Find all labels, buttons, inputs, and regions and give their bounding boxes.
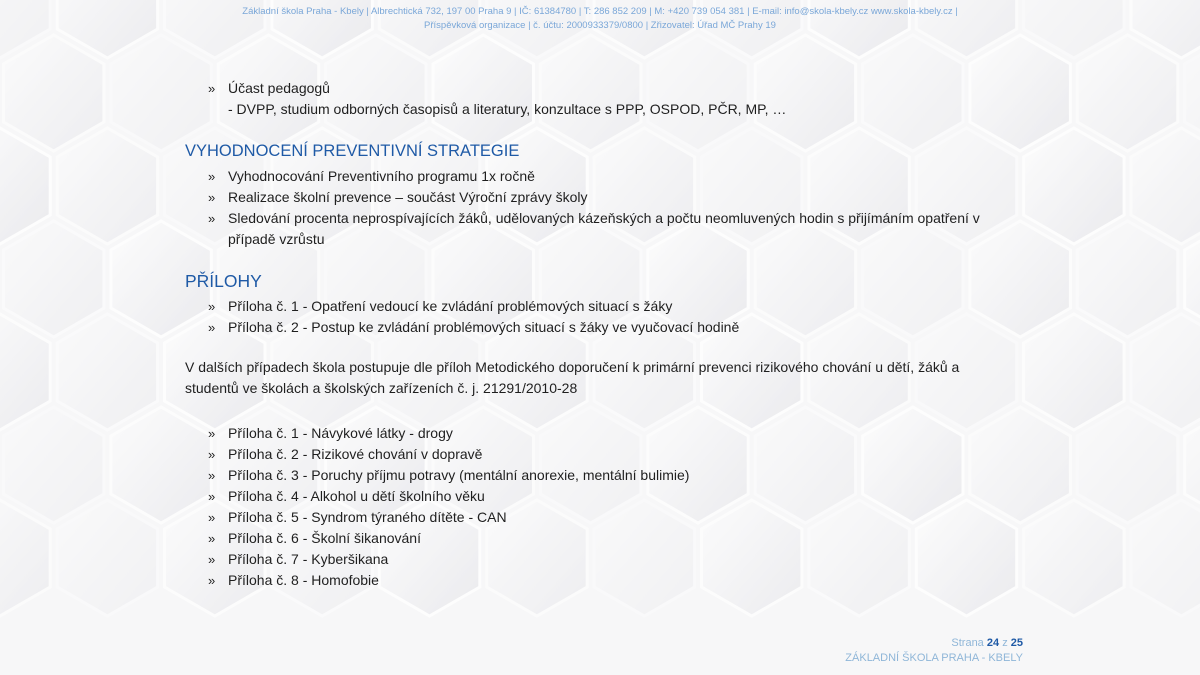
bullet-marker: »	[208, 426, 216, 441]
list-item-text: Vyhodnocování Preventivního programu 1x ročně	[228, 168, 535, 184]
intro-list	[185, 78, 1005, 120]
header-contact-line: Základní škola Praha - Kbely | Albrechtická 732, 197 00 Praha 9 | IČ: 61384780 | T: 286 852 209 | M: +420 739 054 381 | E-mail: info@skola-kbely.cz www.skola-kbely.cz |	[242, 6, 958, 17]
list-item-text: Příloha č. 6 - Školní šikanování	[228, 530, 421, 546]
page-footer	[845, 636, 1023, 666]
page-number	[951, 637, 1023, 649]
list-item-text: Příloha č. 4 - Alkohol u dětí školního věku	[228, 488, 485, 504]
methodical-attachments-list	[185, 423, 1005, 591]
list-item	[185, 187, 1005, 208]
bullet-marker: »	[208, 169, 216, 184]
list-item	[185, 296, 1005, 317]
document-content	[185, 78, 1005, 591]
bullet-marker: »	[208, 510, 216, 525]
list-item	[185, 208, 1005, 250]
list-item	[185, 465, 1005, 486]
header-organization-line: Příspěvková organizace | č. účtu: 2000933379/0800 | Zřizovatel: Úřad MČ Prahy 19	[424, 20, 776, 31]
bullet-marker: »	[208, 190, 216, 205]
bullet-marker: »	[208, 573, 216, 588]
bullet-marker: »	[208, 447, 216, 462]
list-item-text: Příloha č. 3 - Poruchy příjmu potravy (mentální anorexie, mentální bulimie)	[228, 467, 690, 483]
list-item-text: Příloha č. 2 - Rizikové chování v dopravě	[228, 446, 483, 462]
list-item	[185, 528, 1005, 549]
section-heading-attachments: PŘÍLOHY	[185, 271, 262, 291]
bullet-marker: »	[208, 211, 216, 226]
bullet-marker: »	[208, 489, 216, 504]
list-item-text: Sledování procenta neprospívajících žáků, udělovaných kázeňských a počtu neomluvených hodin s přijímáním opatření v případě vzrůstu	[228, 210, 980, 247]
list-item-text: Příloha č. 2 - Postup ke zvládání problémových situací s žáky ve vyučovací hodině	[228, 319, 740, 335]
bullet-marker: »	[208, 81, 216, 96]
bullet-marker: »	[208, 299, 216, 314]
page-current: 24	[986, 637, 1000, 649]
page-of: z	[1002, 637, 1008, 649]
page-total: 25	[1010, 637, 1023, 649]
list-item	[185, 166, 1005, 187]
page-word: Strana	[951, 637, 984, 649]
bullet-marker: »	[208, 531, 216, 546]
section-heading-evaluation: VYHODNOCENÍ PREVENTIVNÍ STRATEGIE	[185, 142, 520, 160]
list-item-text: Realizace školní prevence – součást Výroční zprávy školy	[228, 189, 588, 205]
list-item-text: Příloha č. 1 - Opatření vedoucí ke zvládání problémových situací s žáky	[228, 298, 673, 314]
attachments-list	[185, 296, 1005, 338]
list-item-text: Příloha č. 7 - Kyberšikana	[228, 551, 389, 567]
footer-school-name: ZÁKLADNÍ ŠKOLA PRAHA - KBELY	[845, 652, 1023, 664]
list-item-text: Příloha č. 5 - Syndrom týraného dítěte - CAN	[228, 509, 507, 525]
list-item	[185, 317, 1005, 338]
page-header	[0, 5, 1200, 33]
list-item	[185, 549, 1005, 570]
list-item	[185, 444, 1005, 465]
bullet-marker: »	[208, 552, 216, 567]
list-item-text: Příloha č. 1 - Návykové látky - drogy	[228, 425, 453, 441]
bullet-marker: »	[208, 320, 216, 335]
list-item-detail: - DVPP, studium odborných časopisů a literatury, konzultace s PPP, OSPOD, PČR, MP, …	[228, 101, 787, 117]
list-item-text: Příloha č. 8 - Homofobie	[228, 572, 379, 588]
list-item	[185, 570, 1005, 591]
list-item-title: Účast pedagogů	[228, 80, 330, 96]
list-item	[185, 78, 1005, 120]
list-item	[185, 486, 1005, 507]
bullet-marker: »	[208, 468, 216, 483]
list-item	[185, 507, 1005, 528]
evaluation-list	[185, 166, 1005, 250]
list-item	[185, 423, 1005, 444]
methodical-paragraph: V dalších případech škola postupuje dle příloh Metodického doporučení k primární prevenci rizikového chování u dětí, žáků a studentů ve školách a školských zařízeních č. j. 21291/2010-28	[185, 359, 960, 396]
